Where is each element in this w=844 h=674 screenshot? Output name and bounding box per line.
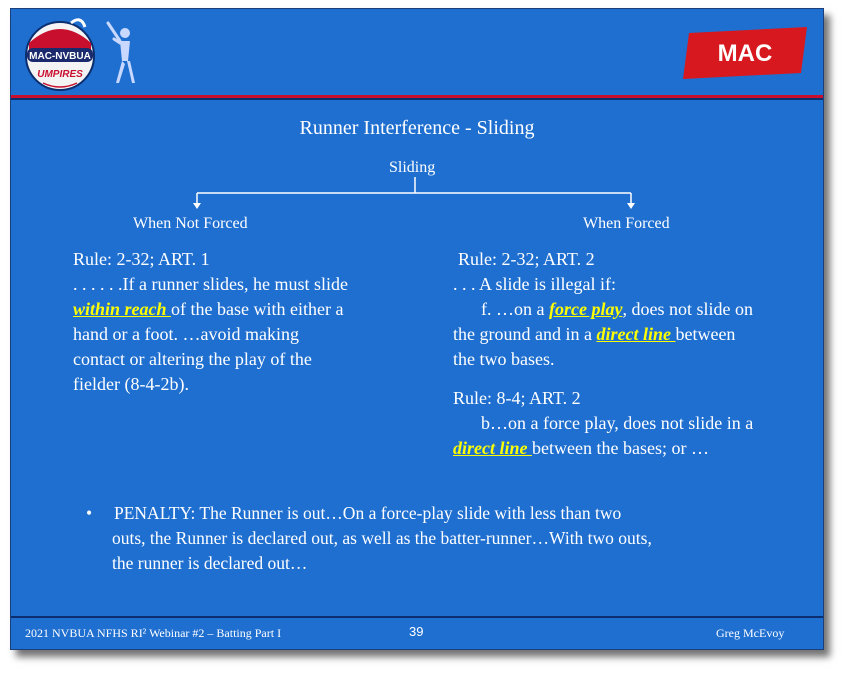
right-line-6: direct line between the bases; or … bbox=[453, 438, 709, 458]
logo-text-bottom: UMPIRES bbox=[37, 69, 83, 80]
left-column bbox=[73, 247, 348, 397]
penalty-line-2: outs, the Runner is declared out, as well as the batter-runner…With two outs, bbox=[112, 528, 652, 548]
left-line-2: within reach of the base with either a bbox=[73, 299, 344, 319]
slide-title: Runner Interference - Sliding bbox=[299, 117, 535, 139]
right-column bbox=[453, 247, 753, 461]
right-line-2: f. …on a force play, does not slide on bbox=[481, 299, 753, 319]
mac-logo-text: MAC bbox=[717, 40, 773, 67]
footer-webinar-title: 2021 NVBUA NFHS RI² Webinar #2 – Batting Part I bbox=[25, 626, 282, 640]
highlight-direct-line-2: direct line bbox=[453, 438, 532, 458]
penalty-line-3: the runner is declared out… bbox=[112, 553, 308, 573]
highlight-force-play: force play bbox=[548, 299, 623, 319]
highlight-within-reach: within reach bbox=[73, 299, 172, 319]
highlight-direct-line-1: direct line bbox=[596, 324, 676, 344]
left-line-4: contact or altering the play of the bbox=[73, 349, 312, 369]
branch-connector bbox=[11, 9, 823, 229]
tree-right-branch: When Forced bbox=[583, 215, 670, 232]
footer-presenter: Greg McEvoy bbox=[716, 626, 785, 640]
logo-text-top: MAC-NVBUA bbox=[29, 51, 91, 62]
right-rule-2: Rule: 8-4; ART. 2 bbox=[453, 388, 581, 408]
penalty-block bbox=[87, 501, 652, 576]
left-rule: Rule: 2-32; ART. 1 bbox=[73, 249, 210, 269]
right-line-5: b…on a force play, does not slide in a bbox=[481, 413, 754, 433]
left-line-1: . . . . . .If a runner slides, he must slide bbox=[73, 274, 348, 294]
right-line-4: the two bases. bbox=[453, 349, 555, 369]
page-number: 39 bbox=[409, 624, 424, 639]
tree-root-sliding: Sliding bbox=[389, 159, 436, 176]
footer-divider bbox=[11, 616, 823, 618]
right-line-3: the ground and in a direct line between bbox=[453, 324, 736, 344]
left-line-3: hand or a foot. …avoid making bbox=[73, 324, 299, 344]
bullet: • bbox=[86, 503, 93, 523]
right-line-1: . . . A slide is illegal if: bbox=[453, 274, 616, 294]
tree-left-branch: When Not Forced bbox=[133, 215, 248, 232]
left-line-5: fielder (8-4-2b). bbox=[73, 374, 189, 394]
penalty-line-1: PENALTY: The Runner is out…On a force-play slide with less than two bbox=[114, 503, 622, 523]
right-rule-1: Rule: 2-32; ART. 2 bbox=[458, 249, 595, 269]
slide bbox=[10, 8, 824, 650]
